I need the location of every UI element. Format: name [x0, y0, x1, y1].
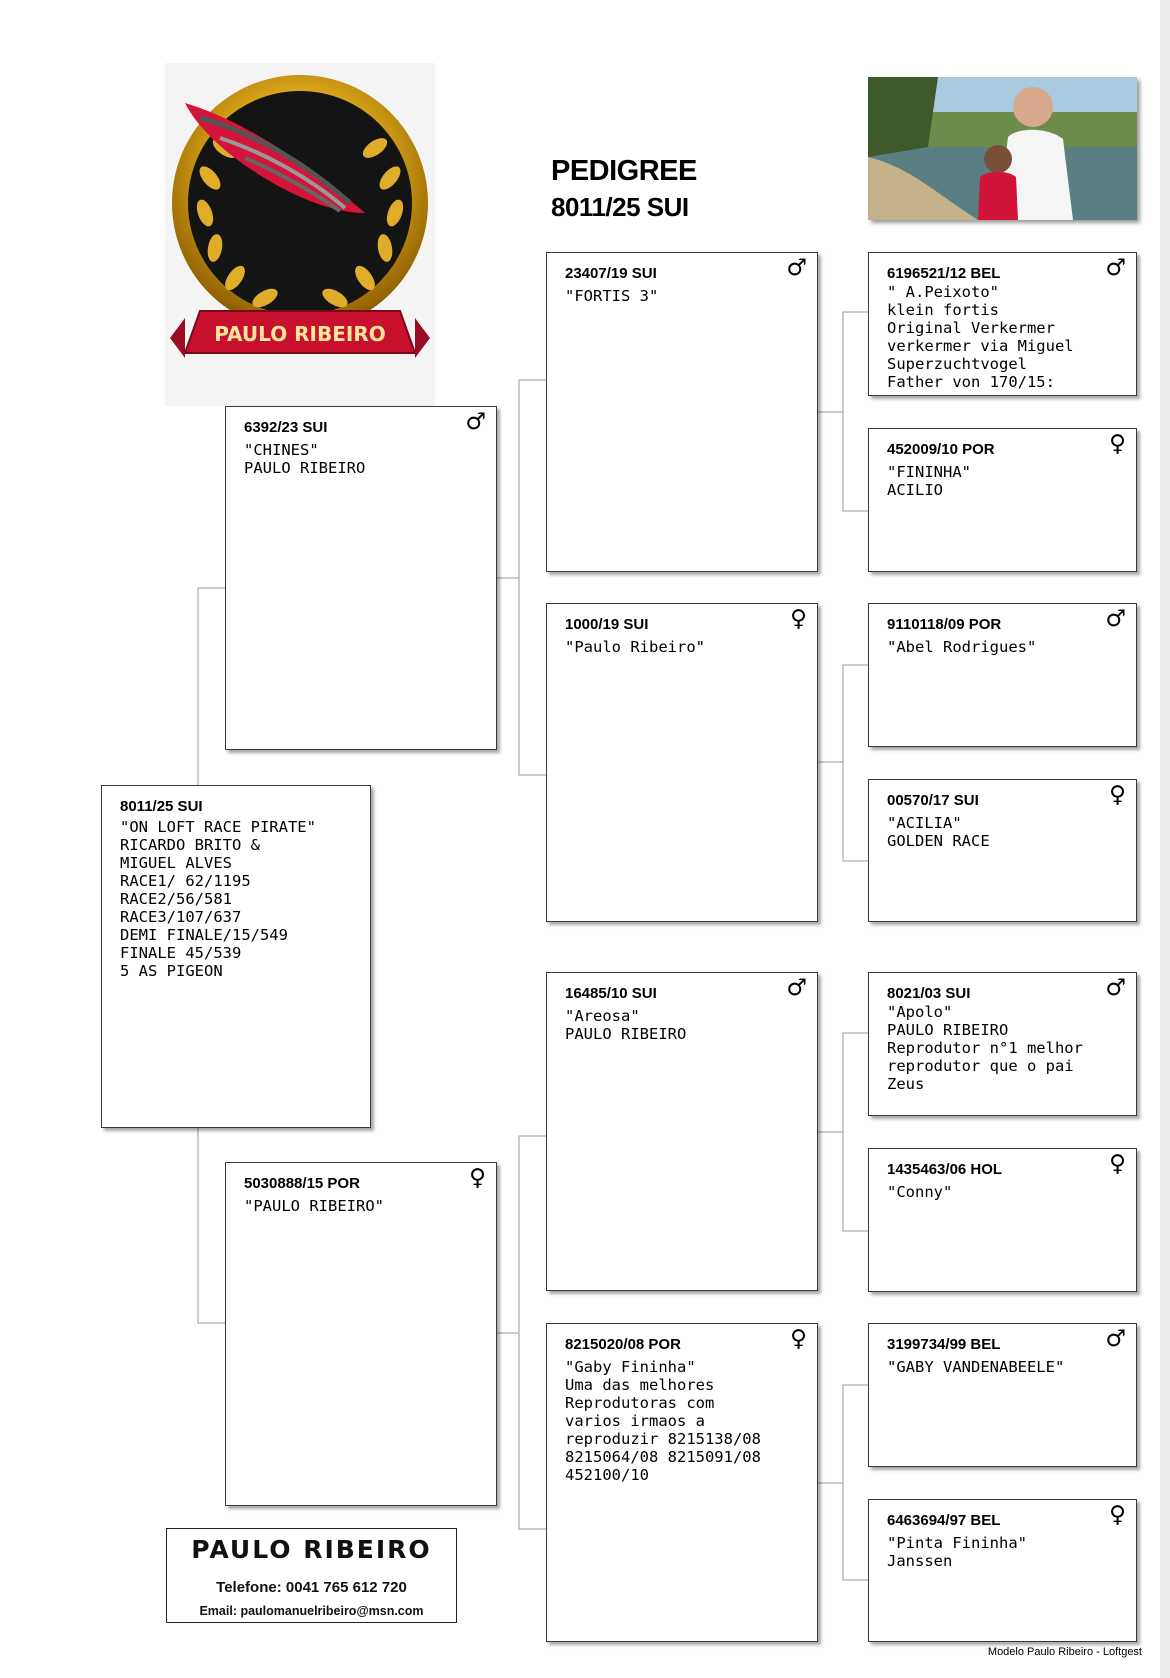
- male-icon: ♂: [1105, 255, 1126, 281]
- ring-number: 1000/19 SUI: [565, 616, 649, 633]
- pigeon-card-ds-dam: [868, 1148, 1137, 1292]
- pigeon-info: "FININHA" ACILIO: [887, 463, 971, 499]
- pigeon-card-sire-sire: [546, 252, 818, 572]
- footer-credit: Modelo Paulo Ribeiro - Loftgest: [987, 1646, 1142, 1658]
- pigeon-info: "FORTIS 3": [565, 287, 659, 305]
- ring-number: 5030888/15 POR: [244, 1175, 360, 1192]
- male-icon: ♂: [465, 409, 486, 435]
- female-icon: ♀: [790, 1326, 807, 1352]
- pigeon-card-dam-sire: [546, 972, 818, 1291]
- male-icon: ♂: [1105, 1326, 1126, 1352]
- pigeon-card-dd-sire: [868, 1323, 1137, 1467]
- ring-number: 8215020/08 POR: [565, 1336, 681, 1353]
- contact-box: [166, 1528, 457, 1623]
- male-icon: ♂: [786, 255, 807, 281]
- female-icon: ♀: [1109, 1151, 1126, 1177]
- pigeon-info: "ON LOFT RACE PIRATE" RICARDO BRITO & MIGUEL ALVES RACE1/ 62/1195 RACE2/56/581 RACE3/107/637 DEMI FINALE/15/549 FINALE 45/539 5 AS PIGEON: [120, 818, 316, 980]
- pigeon-info: "PAULO RIBEIRO": [244, 1197, 384, 1215]
- pigeon-card-dd-dam: [868, 1499, 1137, 1642]
- ring-number: 1435463/06 HOL: [887, 1161, 1003, 1178]
- ring-number: 6196521/12 BEL: [887, 265, 1001, 282]
- pigeon-card-ss-sire: [868, 252, 1137, 396]
- pigeon-info: " A.Peixoto" klein fortis Original Verkermer verkermer via Miguel Superzuchtvogel Father von 170/15:: [887, 283, 1074, 391]
- pigeon-info: "Apolo" PAULO RIBEIRO Reprodutor n°1 melhor reprodutor que o pai Zeus: [887, 1003, 1083, 1093]
- pigeon-info: "Areosa" PAULO RIBEIRO: [565, 1007, 687, 1043]
- female-icon: ♀: [790, 606, 807, 632]
- pigeon-info: "GABY VANDENABEELE": [887, 1358, 1065, 1376]
- female-icon: ♀: [1109, 782, 1126, 808]
- paulo-ribeiro-logo: [165, 63, 435, 406]
- male-icon: ♂: [1105, 606, 1126, 632]
- pigeon-card-sd-dam: [868, 779, 1137, 922]
- pigeon-card-sd-sire: [868, 603, 1137, 747]
- ring-number: 452009/10 POR: [887, 441, 995, 458]
- ring-number: 8011/25 SUI: [120, 798, 203, 815]
- pigeon-card-dam-dam: [546, 1323, 818, 1642]
- ring-number: 3199734/99 BEL: [887, 1336, 1001, 1353]
- female-icon: ♀: [469, 1165, 486, 1191]
- pigeon-card-sire-dam: [546, 603, 818, 922]
- pigeon-info: "CHINES" PAULO RIBEIRO: [244, 441, 366, 477]
- female-icon: ♀: [1109, 1502, 1126, 1528]
- pigeon-info: "ACILIA" GOLDEN RACE: [887, 814, 990, 850]
- pigeon-card-ss-dam: [868, 428, 1137, 572]
- ring-number: 23407/19 SUI: [565, 265, 657, 282]
- male-icon: ♂: [786, 975, 807, 1001]
- pigeon-info: "Paulo Ribeiro": [565, 638, 705, 656]
- contact-phone: Telefone: 0041 765 612 720: [216, 1579, 407, 1596]
- ring-number: 8021/03 SUI: [887, 985, 971, 1002]
- pigeon-info: "Abel Rodrigues": [887, 638, 1037, 656]
- pigeon-info: "Pinta Fininha" Janssen: [887, 1534, 1027, 1570]
- ring-number: 9110118/09 POR: [887, 616, 1002, 633]
- pedigree-ring-heading: 8011/25 SUI: [551, 192, 689, 222]
- ring-number: 00570/17 SUI: [887, 792, 979, 809]
- contact-email: Email: paulomanuelribeiro@msn.com: [199, 1604, 424, 1618]
- pigeon-card-subject: [101, 785, 371, 1128]
- contact-name: PAULO RIBEIRO: [191, 1535, 432, 1564]
- ring-number: 16485/10 SUI: [565, 985, 657, 1002]
- male-icon: ♂: [1105, 975, 1126, 1001]
- owner-photo: [868, 77, 1137, 220]
- pedigree-heading: PEDIGREE: [551, 155, 697, 187]
- ring-number: 6392/23 SUI: [244, 419, 328, 436]
- pigeon-card-sire: [225, 406, 497, 750]
- pigeon-info: "Conny": [887, 1183, 953, 1201]
- logo-text: PAULO RIBEIRO: [214, 322, 386, 346]
- pigeon-card-dam: [225, 1162, 497, 1506]
- female-icon: ♀: [1109, 431, 1126, 457]
- pigeon-info: "Gaby Fininha" Uma das melhores Reprodutoras com varios irmaos a reproduzir 8215138/08 8215064/08 8215091/08 452100/10: [565, 1358, 761, 1484]
- ring-number: 6463694/97 BEL: [887, 1512, 1001, 1529]
- pigeon-card-ds-sire: [868, 972, 1137, 1116]
